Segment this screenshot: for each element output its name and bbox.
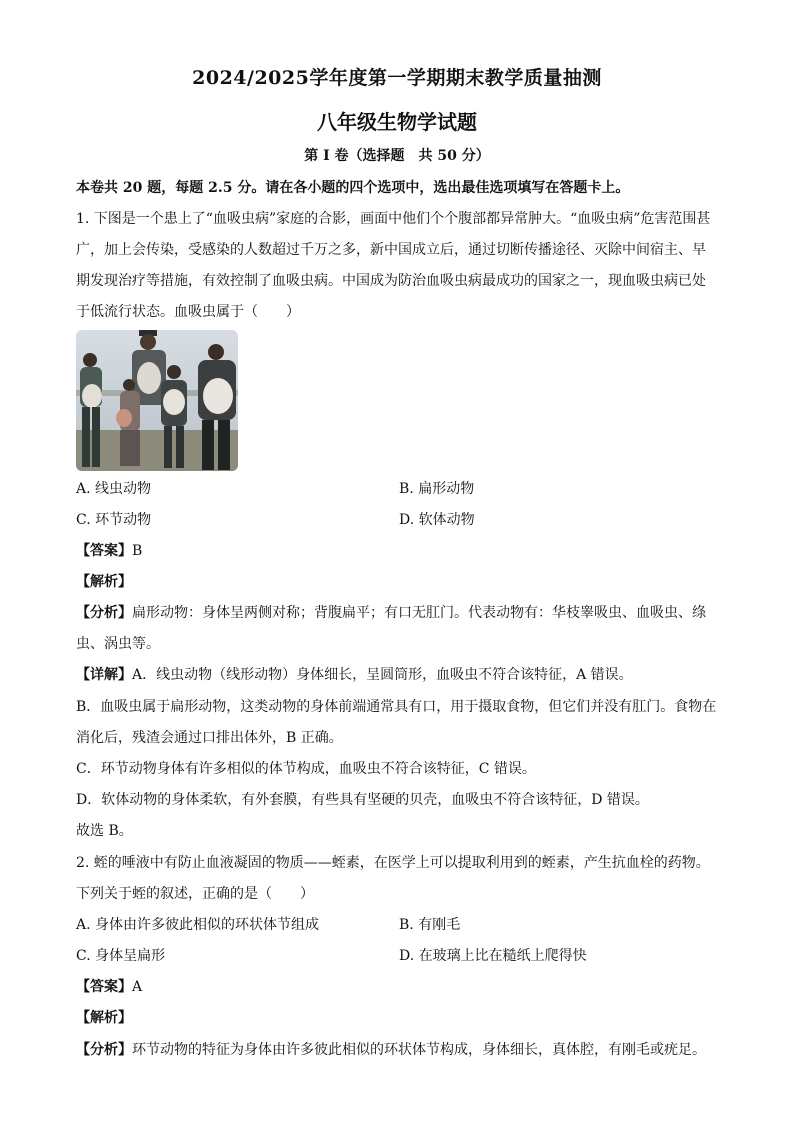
analysis-text: 环节动物的特征为身体由许多彼此相似的环状体节构成，身体细长，真体腔，有刚毛或疣足。 <box>132 1042 706 1058</box>
q1-analysis <box>76 603 706 623</box>
q1-detail-line: D．软体动物的身体柔软，有外套膜，有些具有坚硬的贝壳，血吸虫不符合该特征，D 错误。 <box>76 792 649 808</box>
analysis-text: 扁形动物：身体呈两侧对称；背腹扁平；有口无肛门。代表动物有：华枝睾吸虫、血吸虫、绦 <box>132 605 706 621</box>
q1-option-a: A. 线虫动物 <box>76 481 152 497</box>
answer-value: A <box>132 979 143 995</box>
exam-title: 2024/2025学年度第一学期期末教学质量抽测 <box>192 67 602 89</box>
analysis-label: 【分析】 <box>76 605 132 621</box>
answer-tag: 【答案】 <box>76 543 132 559</box>
family-photo-image <box>76 330 238 471</box>
q2-option-c: C. 身体呈扁形 <box>76 948 166 964</box>
q1-option-d: D. 软体动物 <box>399 512 475 528</box>
q1-detail-line: 消化后，残渣会通过口排出体外，B 正确。 <box>76 730 343 746</box>
q2-option-b: B. 有刚毛 <box>399 917 461 933</box>
q1-stem-line: 于低流行状态。血吸虫属于（ ） <box>76 304 300 320</box>
q2-stem-line: 下列关于蛭的叙述，正确的是（ ） <box>76 886 314 902</box>
q1-stem-line: 期发现治疗等措施，有效控制了血吸虫病。中国成为防治血吸虫病最成功的国家之一，现血吸虫病已处 <box>76 273 706 289</box>
q1-answer <box>76 541 142 561</box>
q1-analysis-tag: 【解析】 <box>76 574 132 590</box>
q1-detail <box>76 665 633 685</box>
q1-stem-line: 1. 下图是一个患上了“血吸虫病”家庭的合影，画面中他们个个腹部都异常肿大。“血吸虫病”危害范围甚 <box>76 211 711 227</box>
q1-stem-line: 广，加上会传染，受感染的人数超过千万之多，新中国成立后，通过切断传播途径、灭除中间宿主、早 <box>76 242 706 258</box>
detail-text: A．线虫动物（线形动物）身体细长，呈圆筒形，血吸虫不符合该特征，A 错误。 <box>132 667 633 683</box>
q1-option-b: B. 扁形动物 <box>399 481 475 497</box>
q1-detail-line: C．环节动物身体有许多相似的体节构成，血吸虫不符合该特征，C 错误。 <box>76 761 536 777</box>
q1-family-photo <box>76 330 238 471</box>
q1-detail-line: B．血吸虫属于扁形动物，这类动物的身体前端通常具有口，用于摄取食物，但它们并没有肛门。食物在 <box>76 699 717 715</box>
exam-subtitle: 八年级生物学试题 <box>317 110 477 134</box>
answer-tag: 【答案】 <box>76 979 132 995</box>
q1-analysis-line: 虫、涡虫等。 <box>76 636 160 652</box>
q1-conclusion: 故选 B。 <box>76 823 133 839</box>
q2-analysis <box>76 1040 706 1060</box>
q2-option-d: D. 在玻璃上比在糙纸上爬得快 <box>399 948 587 964</box>
q2-option-a: A. 身体由许多彼此相似的环状体节组成 <box>76 917 320 933</box>
answer-value: B <box>132 543 143 559</box>
q2-analysis-tag: 【解析】 <box>76 1010 132 1026</box>
q2-answer <box>76 977 142 997</box>
instruction-text: 本卷共 20 题，每题 2.5 分。请在各小题的四个选项中，选出最佳选项填写在答题卡上。 <box>76 180 630 196</box>
analysis-label: 【分析】 <box>76 1042 132 1058</box>
section-title: 第 I 卷（选择题 共 50 分） <box>304 148 490 164</box>
q1-option-c: C. 环节动物 <box>76 512 152 528</box>
detail-label: 【详解】 <box>76 667 132 683</box>
q2-stem-line: 2. 蛭的唾液中有防止血液凝固的物质——蛭素，在医学上可以提取利用到的蛭素，产生抗血栓的药物。 <box>76 855 710 871</box>
